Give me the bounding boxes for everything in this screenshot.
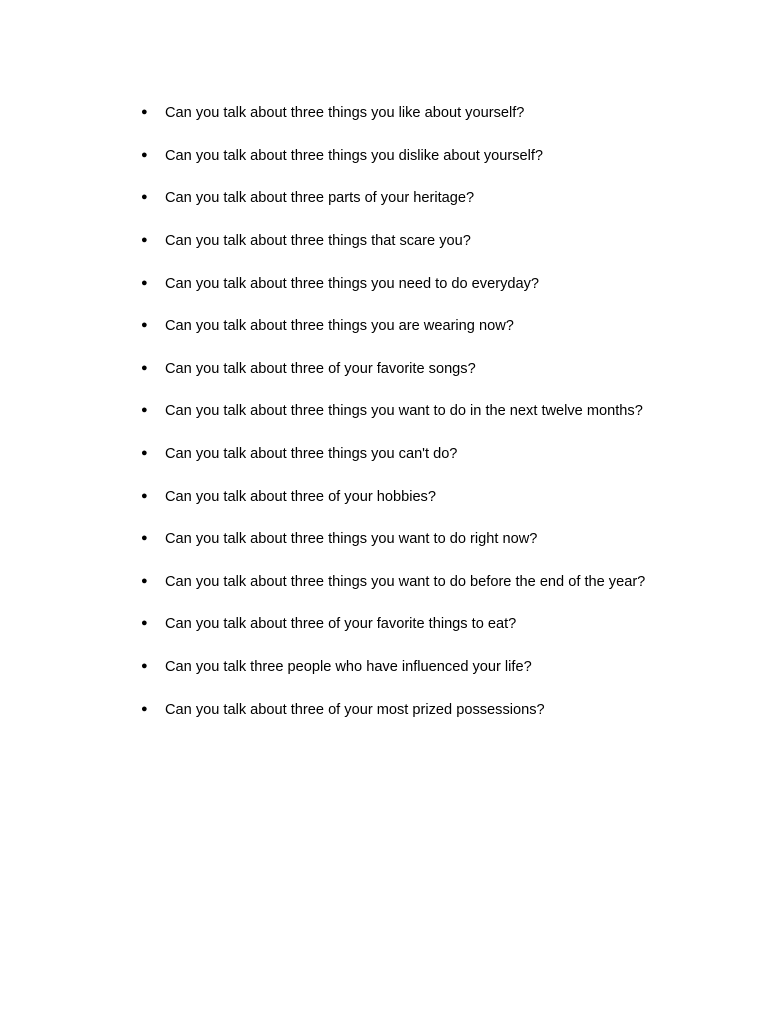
bullet-icon: ● xyxy=(141,319,148,332)
bullet-icon: ● xyxy=(141,276,148,289)
list-item xyxy=(141,220,741,263)
list-item-text: Can you talk about three things you want to do right now? xyxy=(165,531,538,548)
bullet-icon: ● xyxy=(141,148,148,161)
list-item xyxy=(141,305,741,348)
bullet-icon: ● xyxy=(141,574,148,587)
list-item-text: Can you talk about three things you dislike about yourself? xyxy=(165,147,544,164)
bullet-icon: ● xyxy=(141,361,148,374)
bullet-icon: ● xyxy=(141,702,148,715)
bullet-icon: ● xyxy=(141,617,148,630)
bullet-icon: ● xyxy=(141,532,148,545)
list-item xyxy=(141,390,741,433)
list-item-text: Can you talk about three of your favorite things to eat? xyxy=(165,616,517,633)
bullet-icon: ● xyxy=(141,191,148,204)
list-item-text: Can you talk about three things you need to do everyday? xyxy=(165,275,540,292)
list-item xyxy=(141,603,741,646)
list-item xyxy=(141,433,741,476)
bullet-icon: ● xyxy=(141,447,148,460)
list-item-text: Can you talk about three things you can't do? xyxy=(165,446,458,463)
list-item-text: Can you talk about three parts of your heritage? xyxy=(165,190,475,207)
list-item-text: Can you talk about three of your most prized possessions? xyxy=(165,701,545,718)
list-item xyxy=(141,688,741,731)
list-item xyxy=(141,348,741,391)
bullet-icon: ● xyxy=(141,234,148,247)
list-item-text: Can you talk about three things you want to do before the end of the year? xyxy=(165,573,646,590)
list-item xyxy=(141,561,741,604)
list-item xyxy=(141,135,741,178)
bullet-icon: ● xyxy=(141,660,148,673)
list-item-text: Can you talk about three things you like about yourself? xyxy=(165,105,525,122)
question-list xyxy=(141,92,741,731)
list-item-text: Can you talk about three things you want to do in the next twelve months? xyxy=(165,403,643,420)
bullet-icon: ● xyxy=(141,489,148,502)
list-item-text: Can you talk about three of your hobbies? xyxy=(165,488,436,505)
list-item xyxy=(141,262,741,305)
list-item xyxy=(141,475,741,518)
list-item xyxy=(141,518,741,561)
list-item xyxy=(141,646,741,689)
list-item-text: Can you talk about three things you are wearing now? xyxy=(165,318,514,335)
list-item-text: Can you talk about three things that scare you? xyxy=(165,233,471,250)
bullet-icon: ● xyxy=(141,106,148,119)
list-item-text: Can you talk three people who have influenced your life? xyxy=(165,659,532,676)
list-item-text: Can you talk about three of your favorite songs? xyxy=(165,360,476,377)
list-item xyxy=(141,92,741,135)
list-item xyxy=(141,177,741,220)
bullet-icon: ● xyxy=(141,404,148,417)
